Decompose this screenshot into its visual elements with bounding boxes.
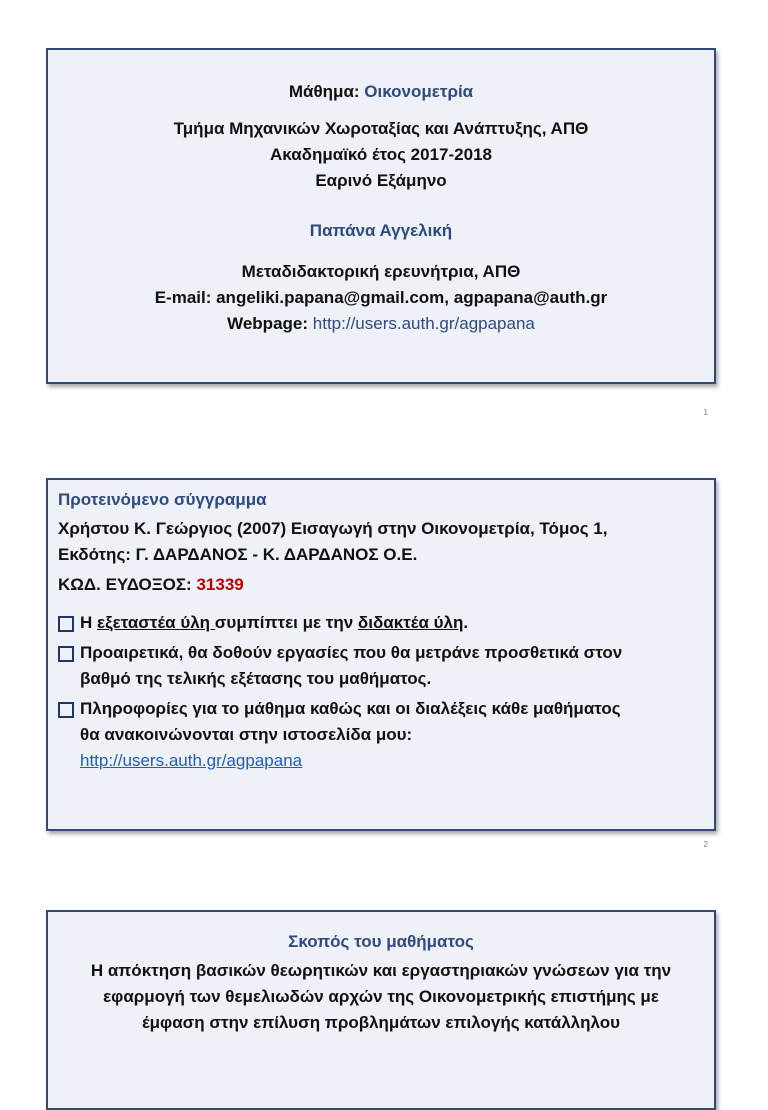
slide-2 bbox=[46, 478, 716, 831]
aim-line-2: εφαρμογή των θεμελιωδών αρχών της Οικονομετρικής επιστήμης με bbox=[103, 987, 659, 1006]
slide-1 bbox=[46, 48, 716, 384]
instructor-position: Μεταδιδακτορική ερευνήτρια, ΑΠΘ bbox=[241, 262, 521, 281]
bullet-1: Η εξεταστέα ύλη συμπίπτει με την διδακτέα ύλη. bbox=[58, 610, 714, 636]
course-aim-heading: Σκοπός του μαθήματος bbox=[288, 932, 474, 951]
course-label: Μάθημα: bbox=[288, 82, 360, 101]
page-number-2: 2 bbox=[703, 840, 708, 849]
book-line-2: Εκδότης: Γ. ΔΑΡΔΑΝΟΣ - Κ. ΔΑΡΔΑΝΟΣ Ο.Ε. bbox=[58, 545, 418, 564]
bullet-2-line-1: Προαιρετικά, θα δοθούν εργασίες που θα μετράνε προσθετικά στον bbox=[80, 643, 623, 662]
semester: Εαρινό Εξάμηνο bbox=[315, 171, 447, 190]
checkbox-bullet-icon bbox=[58, 702, 74, 718]
bullet-3-line-2: θα ανακοινώνονται στην ιστοσελίδα μου: bbox=[80, 725, 413, 744]
taught-material-text: διδακτέα ύλη bbox=[357, 613, 464, 632]
course-name: Οικονομετρία bbox=[364, 82, 474, 101]
bullet-3-line-1: Πληροφορίες για το μάθημα καθώς και οι διαλέξεις κάθε μαθήματος bbox=[80, 699, 621, 718]
course-title bbox=[48, 82, 714, 102]
webpage-link[interactable]: http://users.auth.gr/agpapana bbox=[312, 314, 535, 333]
textbook-heading: Προτεινόμενο σύγγραμμα bbox=[58, 490, 267, 509]
page-number-1: 1 bbox=[703, 408, 708, 417]
instructor-name: Παπάνα Αγγελική bbox=[309, 221, 453, 240]
bullet-2-line-2: βαθμό της τελικής εξέτασης του μαθήματος. bbox=[80, 669, 432, 688]
eudoxus-code bbox=[58, 572, 714, 598]
email-line: E-mail: angeliki.papana@gmail.com, agpapana@auth.gr bbox=[154, 288, 608, 307]
bullet-2 bbox=[58, 640, 714, 692]
code-label: ΚΩΔ. ΕΥΔΟΞΟΣ: bbox=[58, 575, 192, 594]
book-line-1: Χρήστου Κ. Γεώργιος (2007) Εισαγωγή στην Οικονομετρία, Τόμος 1, bbox=[58, 519, 608, 538]
academic-year: Ακαδημαϊκό έτος 2017-2018 bbox=[270, 145, 492, 164]
code-value: 31339 bbox=[196, 575, 244, 594]
webpage-label: Webpage: bbox=[227, 314, 309, 333]
aim-line-1: Η απόκτηση βασικών θεωρητικών και εργαστηριακών γνώσεων για την bbox=[90, 961, 672, 980]
checkbox-bullet-icon bbox=[58, 646, 74, 662]
bullet-3 bbox=[58, 696, 714, 774]
exam-material-text: εξεταστέα ύλη bbox=[97, 613, 215, 632]
department: Τμήμα Μηχανικών Χωροταξίας και Ανάπτυξης, ΑΠΘ bbox=[173, 119, 589, 138]
website-link[interactable]: http://users.auth.gr/agpapana bbox=[80, 751, 303, 770]
webpage-line bbox=[48, 311, 714, 337]
aim-line-3: έμφαση στην επίλυση προβλημάτων επιλογής κατάλληλου bbox=[141, 1013, 621, 1032]
checkbox-bullet-icon bbox=[58, 616, 74, 632]
slide-3 bbox=[46, 910, 716, 1110]
